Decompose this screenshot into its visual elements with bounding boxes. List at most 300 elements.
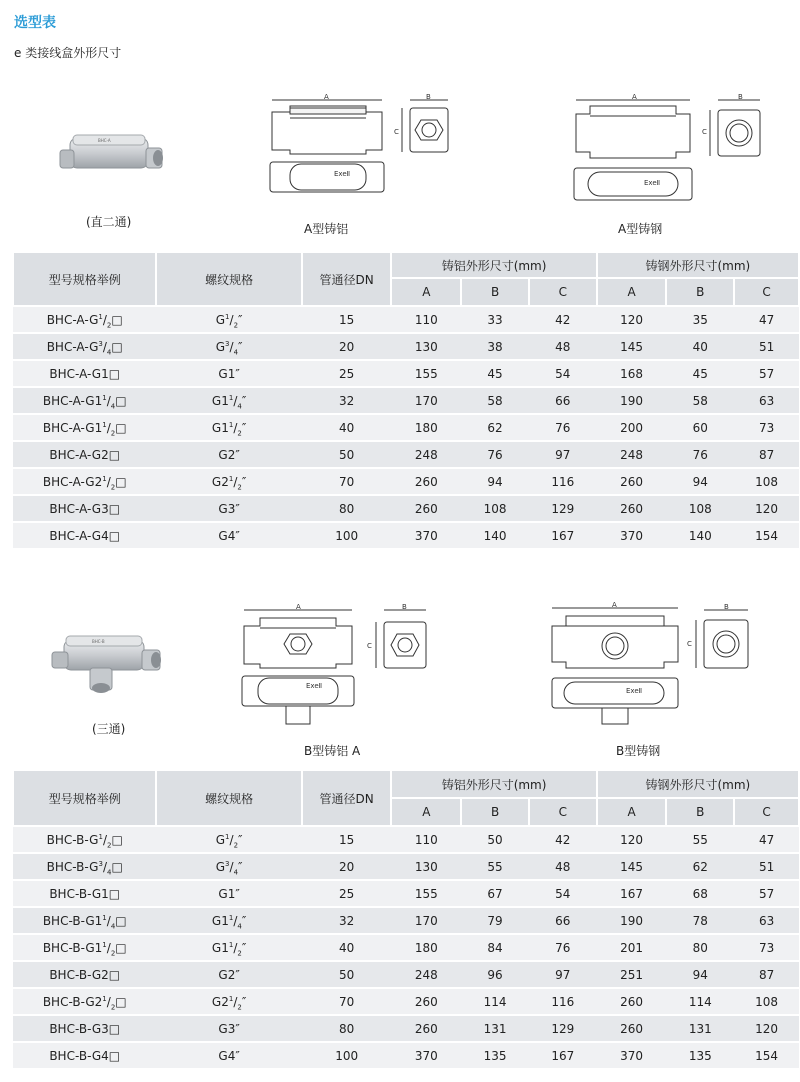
col-steel: 铸钢外形尺寸(mm) [597, 770, 799, 798]
cell-dn: 25 [302, 880, 392, 907]
cell-steel-dim: 260 [597, 988, 667, 1015]
cell-thread [156, 387, 301, 414]
cell-steel-dim: 35 [666, 306, 734, 333]
cell-steel-dim: 63 [734, 907, 799, 934]
table-row [13, 1042, 799, 1069]
cell-steel-dim: 260 [597, 495, 667, 522]
col-dn: 管通径DN [302, 770, 392, 826]
cell-aluminum-dim: 155 [391, 880, 461, 907]
col-model: 型号规格举例 [13, 770, 156, 826]
cell-aluminum-dim: 76 [529, 934, 597, 961]
fraction-slash: / [102, 832, 107, 847]
cell-dn: 100 [302, 522, 392, 549]
cell-steel-dim: 108 [734, 988, 799, 1015]
cell-model [13, 306, 156, 333]
cell-dn: 40 [302, 414, 392, 441]
svg-text:ExeⅡ: ExeⅡ [644, 179, 661, 187]
cell-model [13, 468, 156, 495]
fraction-numerator: 1 [102, 913, 107, 922]
cell-dn: 80 [302, 495, 392, 522]
text-part: BHC-B-G [46, 859, 99, 874]
cell-aluminum-dim: 110 [391, 826, 461, 853]
col-st-a: A [597, 278, 667, 306]
fraction-denominator: 4 [237, 921, 242, 930]
cell-dn: 32 [302, 907, 392, 934]
fraction-denominator: 2 [237, 428, 242, 437]
fraction-denominator: 2 [237, 482, 242, 491]
fraction-numerator: 1 [102, 994, 107, 1003]
cell-thread [156, 1042, 301, 1069]
text-part: G [215, 832, 226, 847]
fraction-denominator: 2 [110, 428, 116, 437]
fraction-numerator: 1 [228, 940, 234, 949]
thread-spec [212, 394, 246, 408]
table-row [13, 441, 799, 468]
table-row [13, 333, 799, 360]
cell-aluminum-dim: 370 [391, 522, 461, 549]
fraction-slash: / [102, 859, 107, 874]
cell-steel-dim: 58 [666, 387, 734, 414]
cell-thread [156, 961, 301, 988]
cell-dn: 40 [302, 934, 392, 961]
fraction-denominator: 2 [110, 1002, 116, 1011]
fraction-numerator: 1 [102, 393, 107, 402]
text-suffix: □ [111, 832, 123, 847]
cell-aluminum-dim: 66 [529, 907, 597, 934]
cell-steel-dim: 45 [666, 360, 734, 387]
b-steel-drawing [544, 600, 768, 730]
cell-aluminum-dim: 116 [529, 988, 597, 1015]
col-model: 型号规格举例 [13, 252, 156, 306]
cell-aluminum-dim: 96 [461, 961, 529, 988]
cell-aluminum-dim: 76 [529, 414, 597, 441]
cell-model [13, 1042, 156, 1069]
text-suffix: ″ [241, 393, 247, 408]
table-row [13, 360, 799, 387]
cell-aluminum-dim: 94 [461, 468, 529, 495]
fraction-slash: / [106, 940, 111, 955]
cell-thread [156, 522, 301, 549]
cell-steel-dim: 73 [734, 934, 799, 961]
cell-steel-dim: 51 [734, 853, 799, 880]
cell-dn: 20 [302, 333, 392, 360]
cell-aluminum-dim: 48 [529, 333, 597, 360]
cell-steel-dim: 120 [734, 1015, 799, 1042]
fraction-numerator: 1 [228, 420, 234, 429]
fraction-denominator: 2 [106, 320, 112, 329]
cell-aluminum-dim: 42 [529, 826, 597, 853]
cell-aluminum-dim: 129 [529, 495, 597, 522]
cell-thread [156, 360, 301, 387]
text-part: BHC-B-G1 [42, 940, 103, 955]
model-spec [43, 394, 127, 408]
text-part: G [215, 859, 226, 874]
fraction-slash: / [229, 832, 234, 847]
cell-steel-dim: 154 [734, 1042, 799, 1069]
cell-model [13, 414, 156, 441]
col-al-c: C [529, 278, 597, 306]
model-spec [43, 995, 127, 1009]
cell-model [13, 880, 156, 907]
cell-steel-dim: 73 [734, 414, 799, 441]
cell-steel-dim: 120 [597, 826, 667, 853]
col-thread: 螺纹规格 [156, 252, 301, 306]
cell-steel-dim: 145 [597, 333, 667, 360]
table-row [13, 414, 799, 441]
b-aluminum-caption: B型铸铝 A [304, 744, 361, 758]
cell-steel-dim: 190 [597, 907, 667, 934]
cell-thread [156, 934, 301, 961]
thread-spec [212, 914, 246, 928]
thread-spec [212, 941, 246, 955]
thread-spec [216, 313, 243, 327]
cell-model [13, 522, 156, 549]
text-part: G [215, 339, 226, 354]
thread-spec: G3″ [218, 1021, 240, 1036]
cell-model [13, 826, 156, 853]
cell-aluminum-dim: 167 [529, 522, 597, 549]
table-row [13, 468, 799, 495]
cell-aluminum-dim: 170 [391, 387, 461, 414]
cell-aluminum-dim: 79 [461, 907, 529, 934]
fraction-numerator: 1 [102, 474, 107, 483]
text-part: BHC-B-G [46, 832, 99, 847]
text-part: G1 [211, 913, 229, 928]
cell-thread [156, 880, 301, 907]
cell-aluminum-dim: 84 [461, 934, 529, 961]
table-row [13, 826, 799, 853]
table-row [13, 880, 799, 907]
fraction-numerator: 1 [228, 474, 234, 483]
cell-model [13, 853, 156, 880]
cell-aluminum-dim: 55 [461, 853, 529, 880]
cell-aluminum-dim: 116 [529, 468, 597, 495]
dim-b-label: B [426, 94, 431, 101]
text-part: BHC-A-G [46, 312, 99, 327]
fraction-denominator: 4 [110, 921, 116, 930]
text-suffix: ″ [241, 913, 247, 928]
cell-steel-dim: 108 [734, 468, 799, 495]
model-spec: BHC-A-G4□ [49, 528, 121, 543]
b-steel-caption: B型铸钢 [616, 744, 661, 758]
straight-box-photo [58, 128, 166, 192]
cell-dn: 50 [302, 961, 392, 988]
cell-steel-dim: 135 [666, 1042, 734, 1069]
thread-spec [212, 995, 246, 1009]
cell-aluminum-dim: 58 [461, 387, 529, 414]
fraction-denominator: 2 [233, 320, 239, 329]
cell-thread [156, 306, 301, 333]
fraction-slash: / [233, 420, 238, 435]
cell-aluminum-dim: 114 [461, 988, 529, 1015]
cell-model [13, 961, 156, 988]
text-part: BHC-B-G2 [42, 994, 103, 1009]
thread-spec: G1″ [218, 366, 240, 381]
cell-aluminum-dim: 260 [391, 988, 461, 1015]
cell-aluminum-dim: 76 [461, 441, 529, 468]
col-st-b: B [666, 278, 734, 306]
model-spec: BHC-B-G1□ [49, 886, 121, 901]
col-st-a: A [597, 798, 667, 826]
fraction-slash: / [233, 913, 238, 928]
a-aluminum-drawing [262, 94, 470, 206]
fraction-denominator: 4 [237, 401, 242, 410]
text-part: G [215, 312, 226, 327]
fraction-denominator: 2 [237, 948, 242, 957]
cell-aluminum-dim: 135 [461, 1042, 529, 1069]
text-suffix: □ [115, 393, 127, 408]
cell-steel-dim: 108 [666, 495, 734, 522]
text-part: BHC-B-G1 [42, 913, 103, 928]
cell-aluminum-dim: 62 [461, 414, 529, 441]
cell-aluminum-dim: 66 [529, 387, 597, 414]
svg-text:B: B [738, 94, 743, 101]
thread-spec: G4″ [218, 528, 240, 543]
fraction-slash: / [106, 474, 111, 489]
fraction-slash: / [102, 339, 107, 354]
cell-steel-dim: 94 [666, 961, 734, 988]
cell-steel-dim: 168 [597, 360, 667, 387]
cell-thread [156, 988, 301, 1015]
cell-thread [156, 907, 301, 934]
col-al-b: B [461, 798, 529, 826]
text-suffix: ″ [241, 940, 247, 955]
cell-aluminum-dim: 97 [529, 961, 597, 988]
cell-steel-dim: 114 [666, 988, 734, 1015]
section-a-rows [13, 306, 799, 549]
svg-text:ExeⅡ: ExeⅡ [626, 687, 643, 695]
section-b-rows [13, 826, 799, 1069]
svg-text:C: C [687, 640, 692, 648]
cell-steel-dim: 47 [734, 826, 799, 853]
cell-dn: 32 [302, 387, 392, 414]
cell-steel-dim: 63 [734, 387, 799, 414]
text-part: G1 [211, 420, 229, 435]
cell-steel-dim: 260 [597, 1015, 667, 1042]
cell-steel-dim: 120 [597, 306, 667, 333]
a-steel-drawing [566, 94, 776, 206]
cell-aluminum-dim: 370 [391, 1042, 461, 1069]
fraction-slash: / [229, 312, 234, 327]
cell-aluminum-dim: 33 [461, 306, 529, 333]
cell-steel-dim: 190 [597, 387, 667, 414]
model-spec: BHC-B-G4□ [49, 1048, 121, 1063]
col-st-b: B [666, 798, 734, 826]
fraction-denominator: 4 [106, 867, 112, 876]
model-spec: BHC-B-G2□ [49, 967, 121, 982]
svg-text:BHC-B: BHC-B [92, 639, 105, 644]
table-row [13, 495, 799, 522]
cell-thread [156, 853, 301, 880]
col-aluminum: 铸铝外形尺寸(mm) [391, 770, 596, 798]
svg-text:C: C [702, 128, 707, 136]
cell-aluminum-dim: 155 [391, 360, 461, 387]
cell-steel-dim: 140 [666, 522, 734, 549]
col-al-b: B [461, 278, 529, 306]
text-part: BHC-A-G1 [42, 420, 103, 435]
tee-box-caption: (三通) [92, 722, 126, 736]
fraction-numerator: 1 [98, 312, 103, 321]
text-suffix: ″ [238, 339, 243, 354]
cell-aluminum-dim: 131 [461, 1015, 529, 1042]
text-part: G2 [211, 994, 229, 1009]
model-spec [47, 860, 123, 874]
cell-thread [156, 441, 301, 468]
cell-thread [156, 1015, 301, 1042]
cell-dn: 80 [302, 1015, 392, 1042]
cell-steel-dim: 80 [666, 934, 734, 961]
col-al-c: C [529, 798, 597, 826]
table-row [13, 988, 799, 1015]
fraction-slash: / [106, 994, 111, 1009]
table-row [13, 907, 799, 934]
cell-model [13, 441, 156, 468]
cell-model [13, 907, 156, 934]
cell-aluminum-dim: 108 [461, 495, 529, 522]
cell-steel-dim: 87 [734, 961, 799, 988]
fraction-slash: / [233, 474, 238, 489]
cell-steel-dim: 200 [597, 414, 667, 441]
cell-steel-dim: 76 [666, 441, 734, 468]
fraction-numerator: 1 [228, 913, 234, 922]
tee-box-photo [50, 628, 168, 714]
text-suffix: □ [115, 474, 127, 489]
table-row [13, 1015, 799, 1042]
a-aluminum-caption: A型铸铝 [304, 222, 349, 236]
fraction-numerator: 1 [228, 994, 234, 1003]
cell-steel-dim: 78 [666, 907, 734, 934]
text-suffix: ″ [241, 420, 247, 435]
thread-spec: G2″ [218, 447, 240, 462]
fraction-numerator: 3 [98, 339, 103, 348]
cell-aluminum-dim: 42 [529, 306, 597, 333]
marking-label: ExeⅡ [334, 170, 351, 178]
cell-dn: 15 [302, 826, 392, 853]
cell-model [13, 360, 156, 387]
text-suffix: ″ [238, 859, 243, 874]
cell-steel-dim: 154 [734, 522, 799, 549]
col-st-c: C [734, 798, 799, 826]
model-spec: BHC-B-G3□ [49, 1021, 121, 1036]
col-steel: 铸钢外形尺寸(mm) [597, 252, 799, 278]
thread-spec: G1″ [218, 886, 240, 901]
thread-spec [216, 833, 243, 847]
cell-aluminum-dim: 170 [391, 907, 461, 934]
cell-model [13, 495, 156, 522]
table-row [13, 522, 799, 549]
cell-dn: 20 [302, 853, 392, 880]
col-dn: 管通径DN [302, 252, 392, 306]
model-spec [47, 313, 123, 327]
table-row [13, 961, 799, 988]
cell-model [13, 333, 156, 360]
text-suffix: □ [111, 339, 123, 354]
cell-aluminum-dim: 54 [529, 880, 597, 907]
fraction-numerator: 3 [98, 859, 103, 868]
a-steel-caption: A型铸钢 [618, 222, 663, 236]
cell-steel-dim: 131 [666, 1015, 734, 1042]
text-part: BHC-A-G1 [42, 393, 103, 408]
fraction-denominator: 2 [110, 948, 116, 957]
cell-dn: 50 [302, 441, 392, 468]
table-row [13, 387, 799, 414]
cell-aluminum-dim: 180 [391, 414, 461, 441]
model-spec [43, 421, 127, 435]
text-suffix: ″ [241, 994, 247, 1009]
fraction-slash: / [233, 940, 238, 955]
svg-text:BHC-A: BHC-A [98, 138, 111, 143]
col-aluminum: 铸铝外形尺寸(mm) [391, 252, 596, 278]
model-spec [43, 941, 127, 955]
text-suffix: □ [115, 940, 127, 955]
cell-aluminum-dim: 248 [391, 441, 461, 468]
cell-aluminum-dim: 248 [391, 961, 461, 988]
fraction-slash: / [102, 312, 107, 327]
text-part: BHC-A-G2 [42, 474, 103, 489]
svg-text:C: C [367, 642, 372, 650]
text-suffix: ″ [238, 832, 243, 847]
cell-aluminum-dim: 48 [529, 853, 597, 880]
cell-steel-dim: 62 [666, 853, 734, 880]
fraction-numerator: 1 [225, 832, 230, 841]
text-part: G2 [211, 474, 229, 489]
page-title: 选型表 [14, 15, 56, 31]
fraction-slash: / [233, 994, 238, 1009]
model-spec [43, 914, 127, 928]
fraction-denominator: 2 [237, 1002, 242, 1011]
thread-spec [216, 340, 243, 354]
fraction-numerator: 3 [225, 859, 230, 868]
table-row [13, 306, 799, 333]
cell-aluminum-dim: 130 [391, 333, 461, 360]
thread-spec: G3″ [218, 501, 240, 516]
model-spec: BHC-A-G2□ [49, 447, 121, 462]
fraction-slash: / [106, 393, 111, 408]
cell-aluminum-dim: 54 [529, 360, 597, 387]
cell-steel-dim: 47 [734, 306, 799, 333]
cell-aluminum-dim: 260 [391, 495, 461, 522]
cell-steel-dim: 94 [666, 468, 734, 495]
section-a-table [12, 251, 800, 550]
model-spec [47, 833, 123, 847]
thread-spec: G2″ [218, 967, 240, 982]
text-part: G1 [211, 940, 229, 955]
cell-model [13, 988, 156, 1015]
model-spec: BHC-A-G1□ [49, 366, 121, 381]
cell-aluminum-dim: 38 [461, 333, 529, 360]
cell-steel-dim: 251 [597, 961, 667, 988]
table-row [13, 853, 799, 880]
cell-aluminum-dim: 110 [391, 306, 461, 333]
cell-aluminum-dim: 50 [461, 826, 529, 853]
cell-steel-dim: 68 [666, 880, 734, 907]
section-b-table [12, 769, 800, 1070]
col-thread: 螺纹规格 [156, 770, 301, 826]
cell-steel-dim: 87 [734, 441, 799, 468]
text-suffix: □ [111, 859, 123, 874]
b-aluminum-drawing [234, 604, 450, 730]
thread-spec [216, 860, 243, 874]
cell-aluminum-dim: 167 [529, 1042, 597, 1069]
svg-text:A: A [296, 604, 301, 611]
fraction-denominator: 2 [106, 840, 112, 849]
model-spec [47, 340, 123, 354]
cell-steel-dim: 120 [734, 495, 799, 522]
cell-steel-dim: 145 [597, 853, 667, 880]
cell-steel-dim: 60 [666, 414, 734, 441]
cell-steel-dim: 370 [597, 522, 667, 549]
fraction-slash: / [229, 339, 234, 354]
